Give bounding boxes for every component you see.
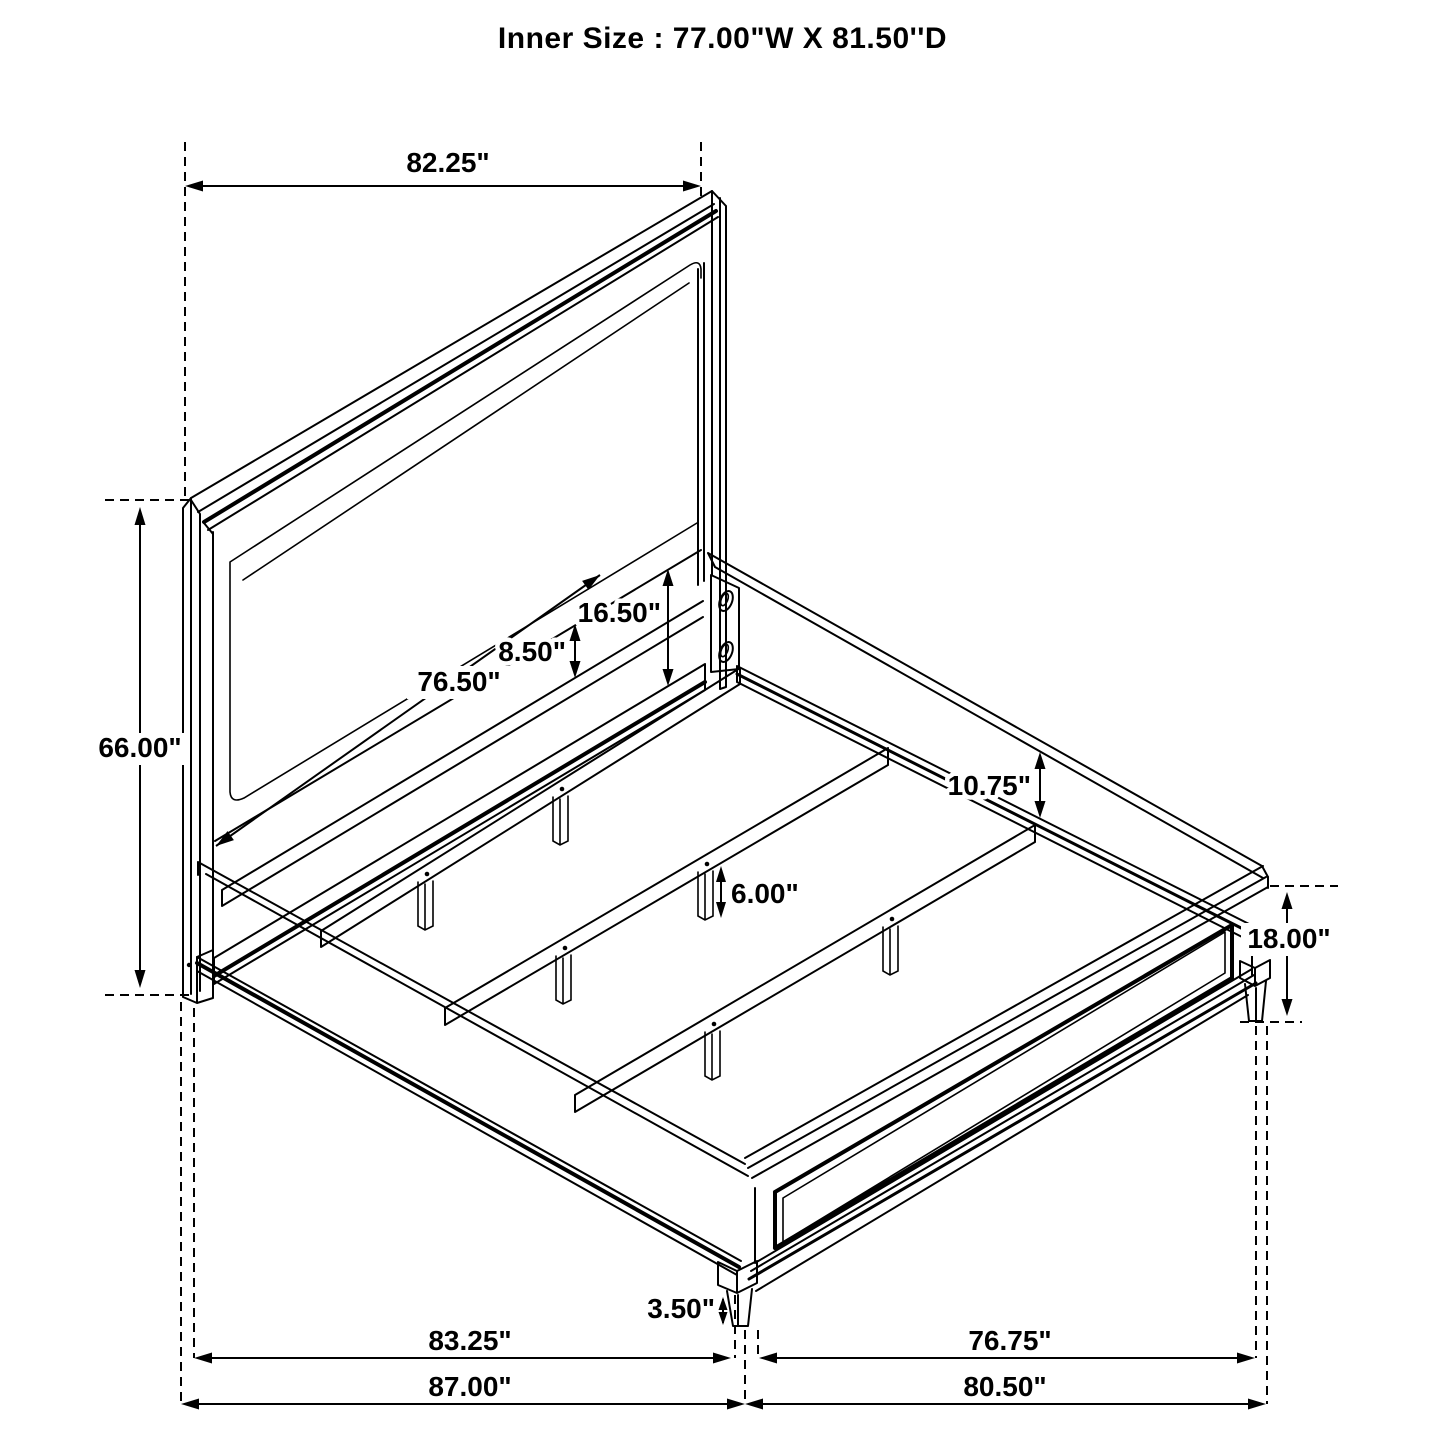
extension-lines xyxy=(105,142,1338,1404)
dim-footboard-height: 18.00" xyxy=(1247,923,1331,954)
slat-support-rails xyxy=(321,668,1035,1112)
dimension-arrowheads xyxy=(135,181,1293,1410)
dim-slat-drop: 16.50" xyxy=(577,597,661,628)
dim-footboard-inner-width: 76.75" xyxy=(968,1325,1052,1356)
dim-support-leg-height: 6.00" xyxy=(731,878,799,909)
dim-headboard-width: 82.25" xyxy=(406,147,490,178)
dim-overall-length: 87.00" xyxy=(428,1371,512,1402)
page-title: Inner Size : 77.00"W X 81.50''D xyxy=(497,22,948,55)
dim-foot-leg-height: 3.50" xyxy=(647,1293,715,1324)
dim-inner-width: 76.50" xyxy=(417,666,501,697)
dim-footboard-overall-width: 80.50" xyxy=(963,1371,1047,1402)
dim-rail-ledge-drop: 10.75" xyxy=(947,770,1031,801)
dim-panel-gap: 8.50" xyxy=(498,636,566,667)
support-legs xyxy=(418,796,898,1080)
footboard xyxy=(745,866,1268,1291)
dim-headboard-height: 66.00" xyxy=(98,732,182,763)
dim-rail-inner-length: 83.25" xyxy=(428,1325,512,1356)
